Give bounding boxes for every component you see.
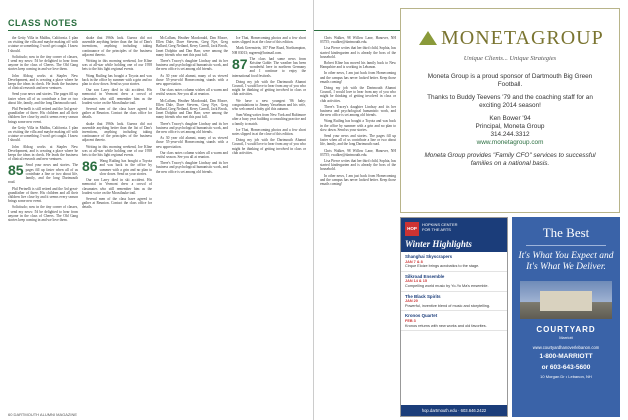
paragraph: Robert Kline has moved his family back to New Hampshire and is working in Lebanon.	[320, 61, 396, 70]
courtyard-brand: COURTYARD	[536, 325, 596, 334]
paragraph: McCallum, Heather Macdonald, Dan Moore, Ellen Dale, Dave Stevens, Greg Nye, Greg Ballard, Greg Neiland, Kerry Carroll, Jack Brock, Janet Dolphin and Dan Barr, were among the many friends who met this past fall.	[156, 98, 228, 120]
paragraph: Lisa Pierce writes that her third child, Sophia, has started kindergarten and is already the boss of the household.	[320, 159, 396, 172]
paragraph: McCallum, Heather Macdonald, Dan Moore, Ellen Dale, Dave Stevens, Greg Nye, Greg Ballard, Greg Neiland, Kerry Carroll, Jack Brock, Janet Dolphin and Dan Barr, were among the many friends who met this past fall.	[156, 36, 228, 57]
hopkins-org	[422, 222, 458, 232]
paragraph: There's Tracey's daughter Lindsay and its her business and psychological humanistic work, and the new office is set among old friends.	[156, 121, 228, 135]
moneta-logo	[419, 27, 604, 50]
paragraph: In other news, I am just back from Homecoming and the campus has never looked better. Keep those emails coming!	[320, 71, 396, 84]
header-rule	[8, 30, 306, 31]
hopkins-event[interactable]	[401, 272, 507, 292]
paragraph: As 30 year old alumni, many of us viewed those 55-year-old Homecoming stands with a new appreciation.	[156, 136, 228, 149]
paragraph: Send your news and stories. The pages fill up faster when all of us contribute a line or two about life, family, and the long Dartmouth road.	[8, 92, 78, 105]
courtyard-website-link[interactable]: www.courtyardhanoverlebanon.com	[532, 345, 600, 350]
moneta-contact-title: Principal, Moneta Group	[475, 123, 545, 130]
paragraph: Sam Wang writes from New York and Baltimore after a busy year building a consulting practice and a family to match.	[232, 113, 306, 126]
paragraph: Send your news and stories. The pages fill up faster when all of us contribute a line or two about life, family, and the long Dartmouth road.	[320, 134, 396, 147]
moneta-tagline: Unique Clients... Unique Strategies	[463, 55, 557, 62]
paragraph: Writing in this morning weekend, Joe Kline was at all-star while holding one of our 1958 bets to the hits light regional events.	[82, 144, 152, 158]
courtyard-address: 10 Morgan Dr • Lebanon, NH	[540, 374, 592, 379]
best-tagline: It's What You Expect and It's What We Deliver.	[518, 251, 614, 272]
moneta-paragraph-1: Moneta Group is a proud sponsor of Dartmouth Big Green Football.	[427, 73, 593, 88]
paragraph: As 30 year old alumni, many of us viewed those 55-year-old Homecoming stands with a new appreciation.	[156, 73, 228, 87]
best-divider	[526, 245, 606, 246]
event-description: Compelling world music by Yo-Yo Ma's ensemble.	[405, 283, 489, 288]
moneta-brand: MONETAGROUP	[441, 27, 604, 49]
paragraph: Doing my job with the Dartmouth Alumni Council, I would love to hear from any of you who might be thinking of getting involved in class or club activities.	[232, 138, 306, 155]
paragraph: There's Tracey's daughter Lindsay and its her business and psychological humanistic work, and the new office is set among old friends.	[320, 104, 396, 118]
column-2	[82, 36, 152, 408]
hopkins-ad[interactable]	[400, 217, 508, 417]
notes-column	[320, 36, 396, 408]
event-name: Silkroad Ensemble	[405, 273, 445, 279]
paragraph: Phil Perinelli is still retired and the 3rd great-grandfather of three. His children and all their children live close by and it seems every season brings some new event.	[8, 186, 78, 204]
paragraph: Phil Perinelli is still retired and the 3rd great-grandfather of three. His children and all their children live close by and it seems every season brings some new event.	[8, 107, 78, 124]
paragraph: Several men of the class have agreed to gather at Reunion. Contact the class office for details.	[82, 196, 152, 210]
event-date: FEB 3	[405, 318, 416, 323]
paragraph: There's Tracey's daughter Lindsay and its her business and psychological humanistic work, and the new office is set among old friends.	[156, 59, 228, 72]
paragraph: In other news, I am just back from Homecoming and the campus has never looked better. Keep those emails coming!	[320, 173, 396, 187]
paragraph: the Getty Villa in Malibu, California. I plan on visiting the villa and maybe making off with a statue or something. I won't get caught. I know I should.	[8, 36, 78, 53]
hopkins-org-line-2: FOR THE ARTS	[422, 227, 451, 232]
moneta-contact-phone: 314.244.3312	[490, 131, 530, 138]
paragraph: shake that 1960s look. Guerra did not assemble anything better than the list of Dan's inventions, anything including taking continuance of the principles of the business adjacent thereto.	[82, 36, 152, 57]
paragraph: John Aldrag works at Staples New Development, and is creating a place where he keeps the ideas in check. He leads the business of clinical research and new ventures.	[8, 144, 78, 162]
moneta-closing: Moneta Group provides "Family CFO" services to successful families on a national basis.	[424, 152, 596, 167]
paragraph: Send your news and stories. The pages fill up faster when all of us contribute a line or two about life, family, and the long Dartmouth road.	[8, 163, 78, 185]
paragraph: Several men of the class have agreed to gather at Reunion. Contact the class office for details.	[82, 107, 152, 120]
class-year-86: 86	[82, 158, 98, 175]
courtyard-phone-1[interactable]: 1-800-MARRIOTT	[539, 353, 593, 360]
column-3	[156, 36, 228, 408]
paragraph: John Aldrag works at Staples New Development, and is creating a place where he keeps the ideas in check. He leads the business of clinical research and new ventures.	[8, 73, 78, 91]
hopkins-org-line-1: HOPKINS CENTER	[422, 222, 458, 227]
paragraph: Doing my job with the Dartmouth Alumni Council, I would love to hear from any of you who might be thinking of getting involved in class or club activities.	[232, 79, 306, 97]
hopkins-logo: HOP	[405, 222, 419, 236]
paragraph: Solicitudo; now in the tiny corner of classes, I send my news: I'd be delighted to hear from anyone in the class of Cheers. The Old Gang stories keep coming in and we love them.	[8, 205, 78, 222]
moneta-contact-name: Ken Bower '94	[489, 115, 531, 122]
paragraph: Chris Walker, 98 Willow Lane, Hanover, NH 03755; cwalker@dartmouth.edu.	[320, 36, 396, 45]
paragraph: the Getty Villa in Malibu, California. I plan on visiting the villa and maybe making off with a statue or something. I won't get caught. I know I should.	[8, 125, 78, 143]
hopkins-event[interactable]	[401, 311, 507, 331]
paragraph: Wang Ruiling has bought a Toyota and was back in the office by summer with a grin and no plan to slow down. Send us your stories.	[320, 119, 396, 132]
event-description: Kronos returns with new works and old favorites.	[405, 323, 487, 328]
moneta-body	[417, 73, 603, 173]
paragraph: Wang Ruiling has bought a Toyota and was back in the office by summer with a grin and no plan to slow down. Send us your stories.	[82, 73, 152, 87]
paragraph: Our son Larry died in ski accident. His memorial in Vermont drew a crowd of classmates who still remember him as the loudest voice on the Moosilauke trail.	[82, 178, 152, 195]
paragraph: Writing in this morning weekend, Joe Kline was at all-star while holding one of our 1958 bets to the hits light regional events.	[82, 59, 152, 72]
best-headline: The Best	[542, 225, 590, 240]
paragraph: Ice Thai, Homecoming photos and a few short notes slipped in at the close of this edition.	[232, 127, 306, 137]
column-1	[8, 36, 78, 408]
event-date: JAN 20	[405, 299, 418, 304]
column-4	[232, 36, 306, 408]
paragraph: The class had some news from Kristine Gable: The weather has been wonderful here in northern Germany and I continue to enjoy the international food festivals.	[232, 56, 306, 78]
courtyard-ad[interactable]	[512, 217, 620, 417]
courtyard-phone-2[interactable]: or 603-643-5600	[541, 364, 591, 371]
event-description: Powerful, inventive blend of music and storytelling.	[405, 303, 491, 308]
hopkins-event[interactable]	[401, 252, 507, 272]
marriott-sub: Marriott	[559, 335, 573, 340]
hopkins-header	[401, 218, 507, 252]
paragraph: Chris Walker, 98 Willow Lane, Hanover, NH 03755; cwalker@dartmouth.edu.	[320, 148, 396, 157]
moneta-website-link[interactable]: www.monetagroup.com	[476, 139, 544, 146]
paragraph: Lisa Pierce writes that her third child, Sophia, has started kindergarten and is already the boss of the household.	[320, 46, 396, 59]
moneta-ad[interactable]	[400, 8, 620, 213]
event-date: JAN 14 & 15	[405, 279, 427, 284]
hopkins-title: Winter Highlights	[405, 239, 472, 249]
paragraph: Our class notes column wishes all a warm and restful season. See you all at reunion.	[156, 150, 228, 160]
event-name: The Black Spirits	[405, 293, 441, 299]
moneta-paragraph-2: Thanks to Buddy Teevens '79 and the coaching staff for an exciting 2014 season!	[427, 94, 593, 109]
class-year-85: 85	[8, 162, 24, 179]
paragraph: There's Tracey's daughter Lindsay and its her business and psychological humanistic work, and the new office is set among old friends.	[156, 161, 228, 174]
event-name: Shanghai Skyscrapers	[405, 254, 453, 259]
moneta-triangle-icon	[419, 31, 437, 45]
paragraph: Ice Thai, Homecoming photos and a few short notes slipped in at the close of this edition.	[232, 36, 306, 45]
section-title: CLASS NOTES	[8, 18, 78, 28]
class-year-87: 87	[232, 55, 248, 72]
page-footer-left: 60 DARTMOUTH ALUMNI MAGAZINE	[8, 412, 78, 417]
event-name: Kronos Quartet	[405, 313, 438, 319]
paragraph: shake that 1960s look. Guerra did not assemble anything better than the list of Dan's inventions, anything including taking continuance of the principles of the business adjacent thereto.	[82, 121, 152, 143]
paragraph: Solicitudo; now in the tiny corner of classes, I send my news: I'd be delighted to hear from anyone in the class of Cheers. The Old Gang stories keep coming in and we love them.	[8, 54, 78, 72]
paragraph: Our class notes column wishes all a warm and restful season. See you all at reunion.	[156, 88, 228, 97]
paragraph: Our son Larry died in ski accident. His memorial in Vermont drew a crowd of classmates who still remember him as the loudest voice on the Moosilauke trail.	[82, 88, 152, 105]
paragraph: Wang Ruiling has bought a Toyota and was back in the office by summer with a grin and no plan to slow down. Send us your stories.	[99, 159, 152, 176]
hotel-photo	[520, 281, 612, 319]
event-date: JAN 7 & 8	[405, 259, 423, 264]
paragraph: Mark Greenstein, 107 Pine Road, Northampton, NH 03013; mgreen@hotmail.com.	[232, 46, 306, 55]
paragraph: Doing my job with the Dartmouth Alumni Council, I would love to hear from any of you who might be thinking of getting involved in class or club activities.	[320, 86, 396, 103]
event-description: Cirque Eloize brings acrobatics to the stage.	[405, 264, 480, 269]
hopkins-footer-link[interactable]: hop.dartmouth.edu · 603.646.2422	[401, 405, 507, 416]
hopkins-event[interactable]	[401, 292, 507, 312]
paragraph: We have a new youngest '86 baby: congratulations to Jimmy Vasselman and his wife, who welcomed a baby girl this autumn.	[232, 98, 306, 112]
